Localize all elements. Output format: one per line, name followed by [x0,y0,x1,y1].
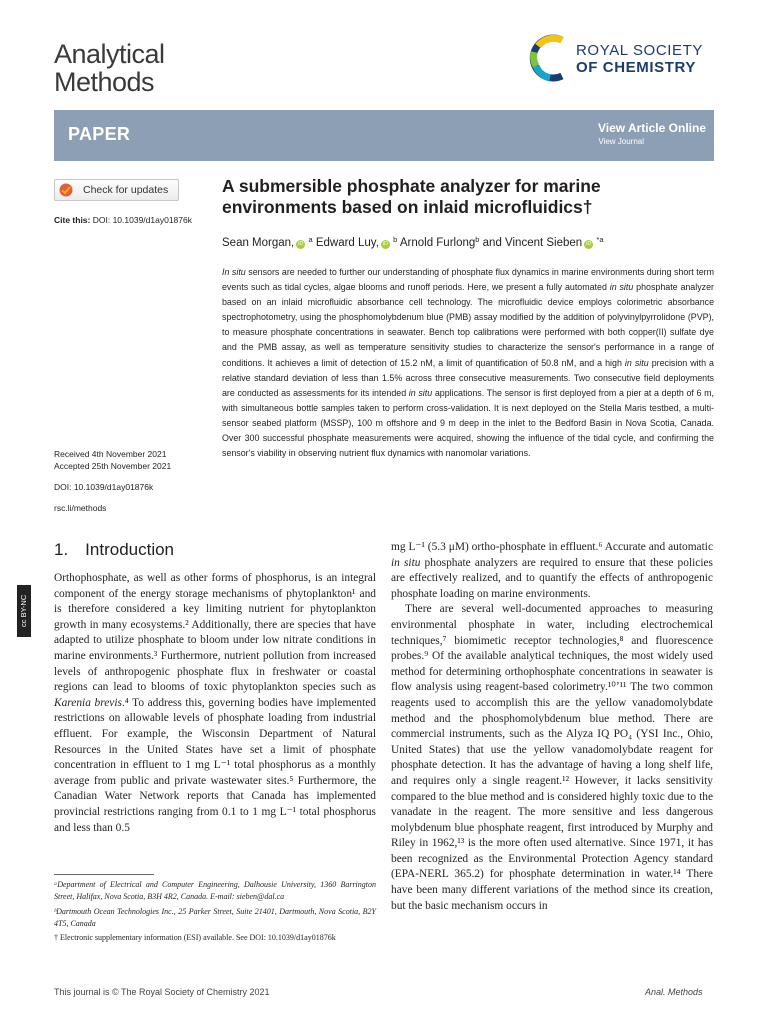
cite-label: Cite this: [54,215,91,225]
author-affiliation-sup: b [475,235,480,244]
footnote-esi: † Electronic supplementary information (ESI) available. See DOI: 10.1039/d1ay01876k [54,933,336,943]
article-type-label: PAPER [68,124,131,144]
body-paragraph: There are several well-documented approaches to measuring environmental phosphate in water, including electrochemical techniques,⁷ biomimetic receptor technologies,⁸ and fluorescence probes.⁹ Of the available analytical techniques, the most widely used method for determining orthophosphate concentrations in seawater is flow analysis using reagent-based colorimetry.¹⁰ʼ¹¹ The two common reagents used to accomplish this are the yellow vanadomolybdate method and the phosphomolybdenum blue method. There are commercial instruments, such as the Alyza IQ PO₄ (YSI Inc., Ohio, United States) that use the yellow vanadomolybdate reagent for phosphate detection. It has the advantage of having a long shelf life, and requires only a single reagent.¹² However, it lacks sensitivity compared to the blue method and is considered highly toxic due to the vanadate in the reagent. The more sensitive and less dangerous molybdenum blue phosphate reagent, first introduced by Murphy and Riley in 1962,¹³ is the more often used alternative. Since 1971, it has been recognized as the Environmental Protection Agency standard (EPA-NERL 365.2) for phosphate determination in water.¹⁴ There have been many different variations of the method since its creation, but the basic mechanism occurs in [391,603,713,912]
cite-this [54,215,192,225]
abstract-emphasis: in situ [624,357,649,368]
abstract-emphasis: in situ [408,387,433,398]
cc-license-icon[interactable]: cc BY-NC [17,585,31,637]
accepted-date: Accepted 25th November 2021 [54,461,172,471]
abstract-emphasis: in situ [609,282,634,293]
article-doi[interactable]: DOI: 10.1039/d1ay01876k [54,482,154,492]
author-list [222,235,604,249]
footer-journal-name: Anal. Methods [645,987,703,997]
article-title: A submersible phosphate analyzer for marine environments based on inlaid microfluidics† [222,176,601,217]
body-text: phosphate analyzers are required to ensure that these policies are effectively realized, and to quantify the effects of anthropogenic phosphate loading on marine environments. [391,556,713,600]
check-for-updates-button[interactable] [54,179,179,201]
orcid-icon[interactable]: iD [586,241,592,247]
abstract-text: sensors are needed to further our understanding of phosphate flux dynamics in marine environments during short term events such as tidal cycles, algae blooms and runoff periods. Here, we present a fully automated [222,267,714,293]
abstract-emphasis: In situ [222,267,246,277]
rsc-logo[interactable] [528,32,718,84]
footnote-affiliation-b: ᵇDartmouth Ocean Technologies Inc., 25 Parker Street, Suite 21401, Dartmouth, Nova Scotia, B2Y 4T5, Canada [54,906,376,928]
author-name[interactable]: Edward Luy, [315,237,379,249]
body-emphasis: in situ [391,556,421,569]
abstract [222,265,714,461]
body-text: mg L⁻¹ (5.3 μM) ortho-phosphate in effluent.⁶ Accurate and automatic [391,541,713,553]
journal-url-link[interactable]: rsc.li/methods [54,503,107,513]
publisher-line2: OF CHEMISTRY [576,59,696,76]
section-heading-introduction: 1. Introduction [54,540,175,559]
author-name[interactable]: Arnold Furlong [399,237,476,249]
footnote-affiliation-a: ᵃDepartment of Electrical and Computer Engineering, Dalhousie University, 1360 Barrington Street, Halifax, Nova Scotia, B3H 4R2, Canada. E-mail: sieben@dal.ca [54,880,376,902]
journal-title-line2: Methods [54,67,155,97]
author-affiliation-sup: b [393,235,398,244]
abstract-text: precision with a relative standard deviation of less than 1.5% across three consecutive measurements. Two consecutive field deployments are conducted as assessments for its intended [222,357,714,398]
footnote-divider [54,874,154,875]
body-paragraph [391,540,713,602]
species-name: Karenia brevis [54,696,122,709]
check-updates-icon [59,183,73,197]
article-type-banner [54,110,714,161]
author-name[interactable]: Sean Morgan, [222,237,295,249]
check-for-updates-label: Check for updates [83,184,169,196]
orcid-icon[interactable]: iD [382,241,388,247]
received-date: Received 4th November 2021 [54,449,167,459]
body-text: .⁴ To address this, governing bodies have implemented restrictions on allowable levels of phosphate loading from industrial effluent. For example, the Wisconsin Department of Natural Resources in the United States have set a limit of phosphate concentration in effluent to 1 mg L⁻¹ total phosphorus as a monthly average from public and private wastewater sites.⁵ Furthermore, the Canadian Water Network reports that Canada has implemented provincial restrictions ranging from 0.1 to 1 mg L⁻¹ total phosphorus and less than 0.5 [54,696,376,834]
cite-doi[interactable]: DOI: 10.1039/d1ay01876k [92,215,192,225]
article-history [54,448,171,472]
author-name[interactable]: and Vincent Sieben [482,237,583,249]
abstract-text: applications. The sensor is first deployed from a pier at a depth of 6 m, with simultaneous bottle samples taken to perform cross-validation. It is next deployed on the Stella Maris testbed, a multi-sensor seabed platform (MSSP), 100 m offshore and 9 m deep in the inlet to the Bedford Basin in Nova Scotia, Canada. Over 300 successful phosphate measurements were acquired, showing the influence of the tidal cycle, and confirming the sensor's viability in observing nutrient flux dynamics with nanomolar variations. [222,387,714,459]
abstract-text: phosphate analyzer based on an inlaid microfluidic absorbance cell technology. The microfluidic device employs colorimetric absorbance spectrophotometry, using the phosphomolybdenum blue (PMB) assay modified by the addition of polyvinylpyrrolidone (PVP), to measure phosphate concentrations in seawater. Bench top calibrations were performed with both copper(II) sulfate dye and the PMB assay, as well as temperature sensitivity studies to characterize the sensor's performance in a range of conditions. It achieves a limit of detection of 15.2 nM, a limit of quantification of 50.8 nM, and a high [222,282,714,368]
view-journal-link[interactable]: View Journal [598,137,644,146]
rsc-emblem-icon [528,32,572,84]
author-affiliation-sup: *a [596,235,604,244]
body-text: Orthophosphate, as well as other forms of phosphorus, is an integral component of the energy storage mechanisms of phytoplankton¹ and is therefore considered a key limiting nutrient for phytoplankton growth in many ecosystems.² Additionally, there are species that have adapted to utilize phosphate to bloom under low nitrate conditions in marine environments.³ Furthermore, nutrient pollution from increased levels of anthropogenic phosphate flux in freshwater or coastal regions can lead to blooms of toxic phytoplankton species such as [54,572,376,694]
journal-title-line1: Analytical [54,39,165,69]
footer-copyright: This journal is © The Royal Society of Chemistry 2021 [54,987,270,997]
body-column-left [54,571,376,836]
body-column-right [391,540,713,914]
publisher-line1: ROYAL SOCIETY [576,42,703,59]
journal-title [54,40,165,96]
orcid-icon[interactable]: iD [298,241,304,247]
view-article-online-link[interactable]: View Article Online [597,121,706,135]
author-affiliation-sup: a [308,235,313,244]
footnotes [54,879,376,946]
